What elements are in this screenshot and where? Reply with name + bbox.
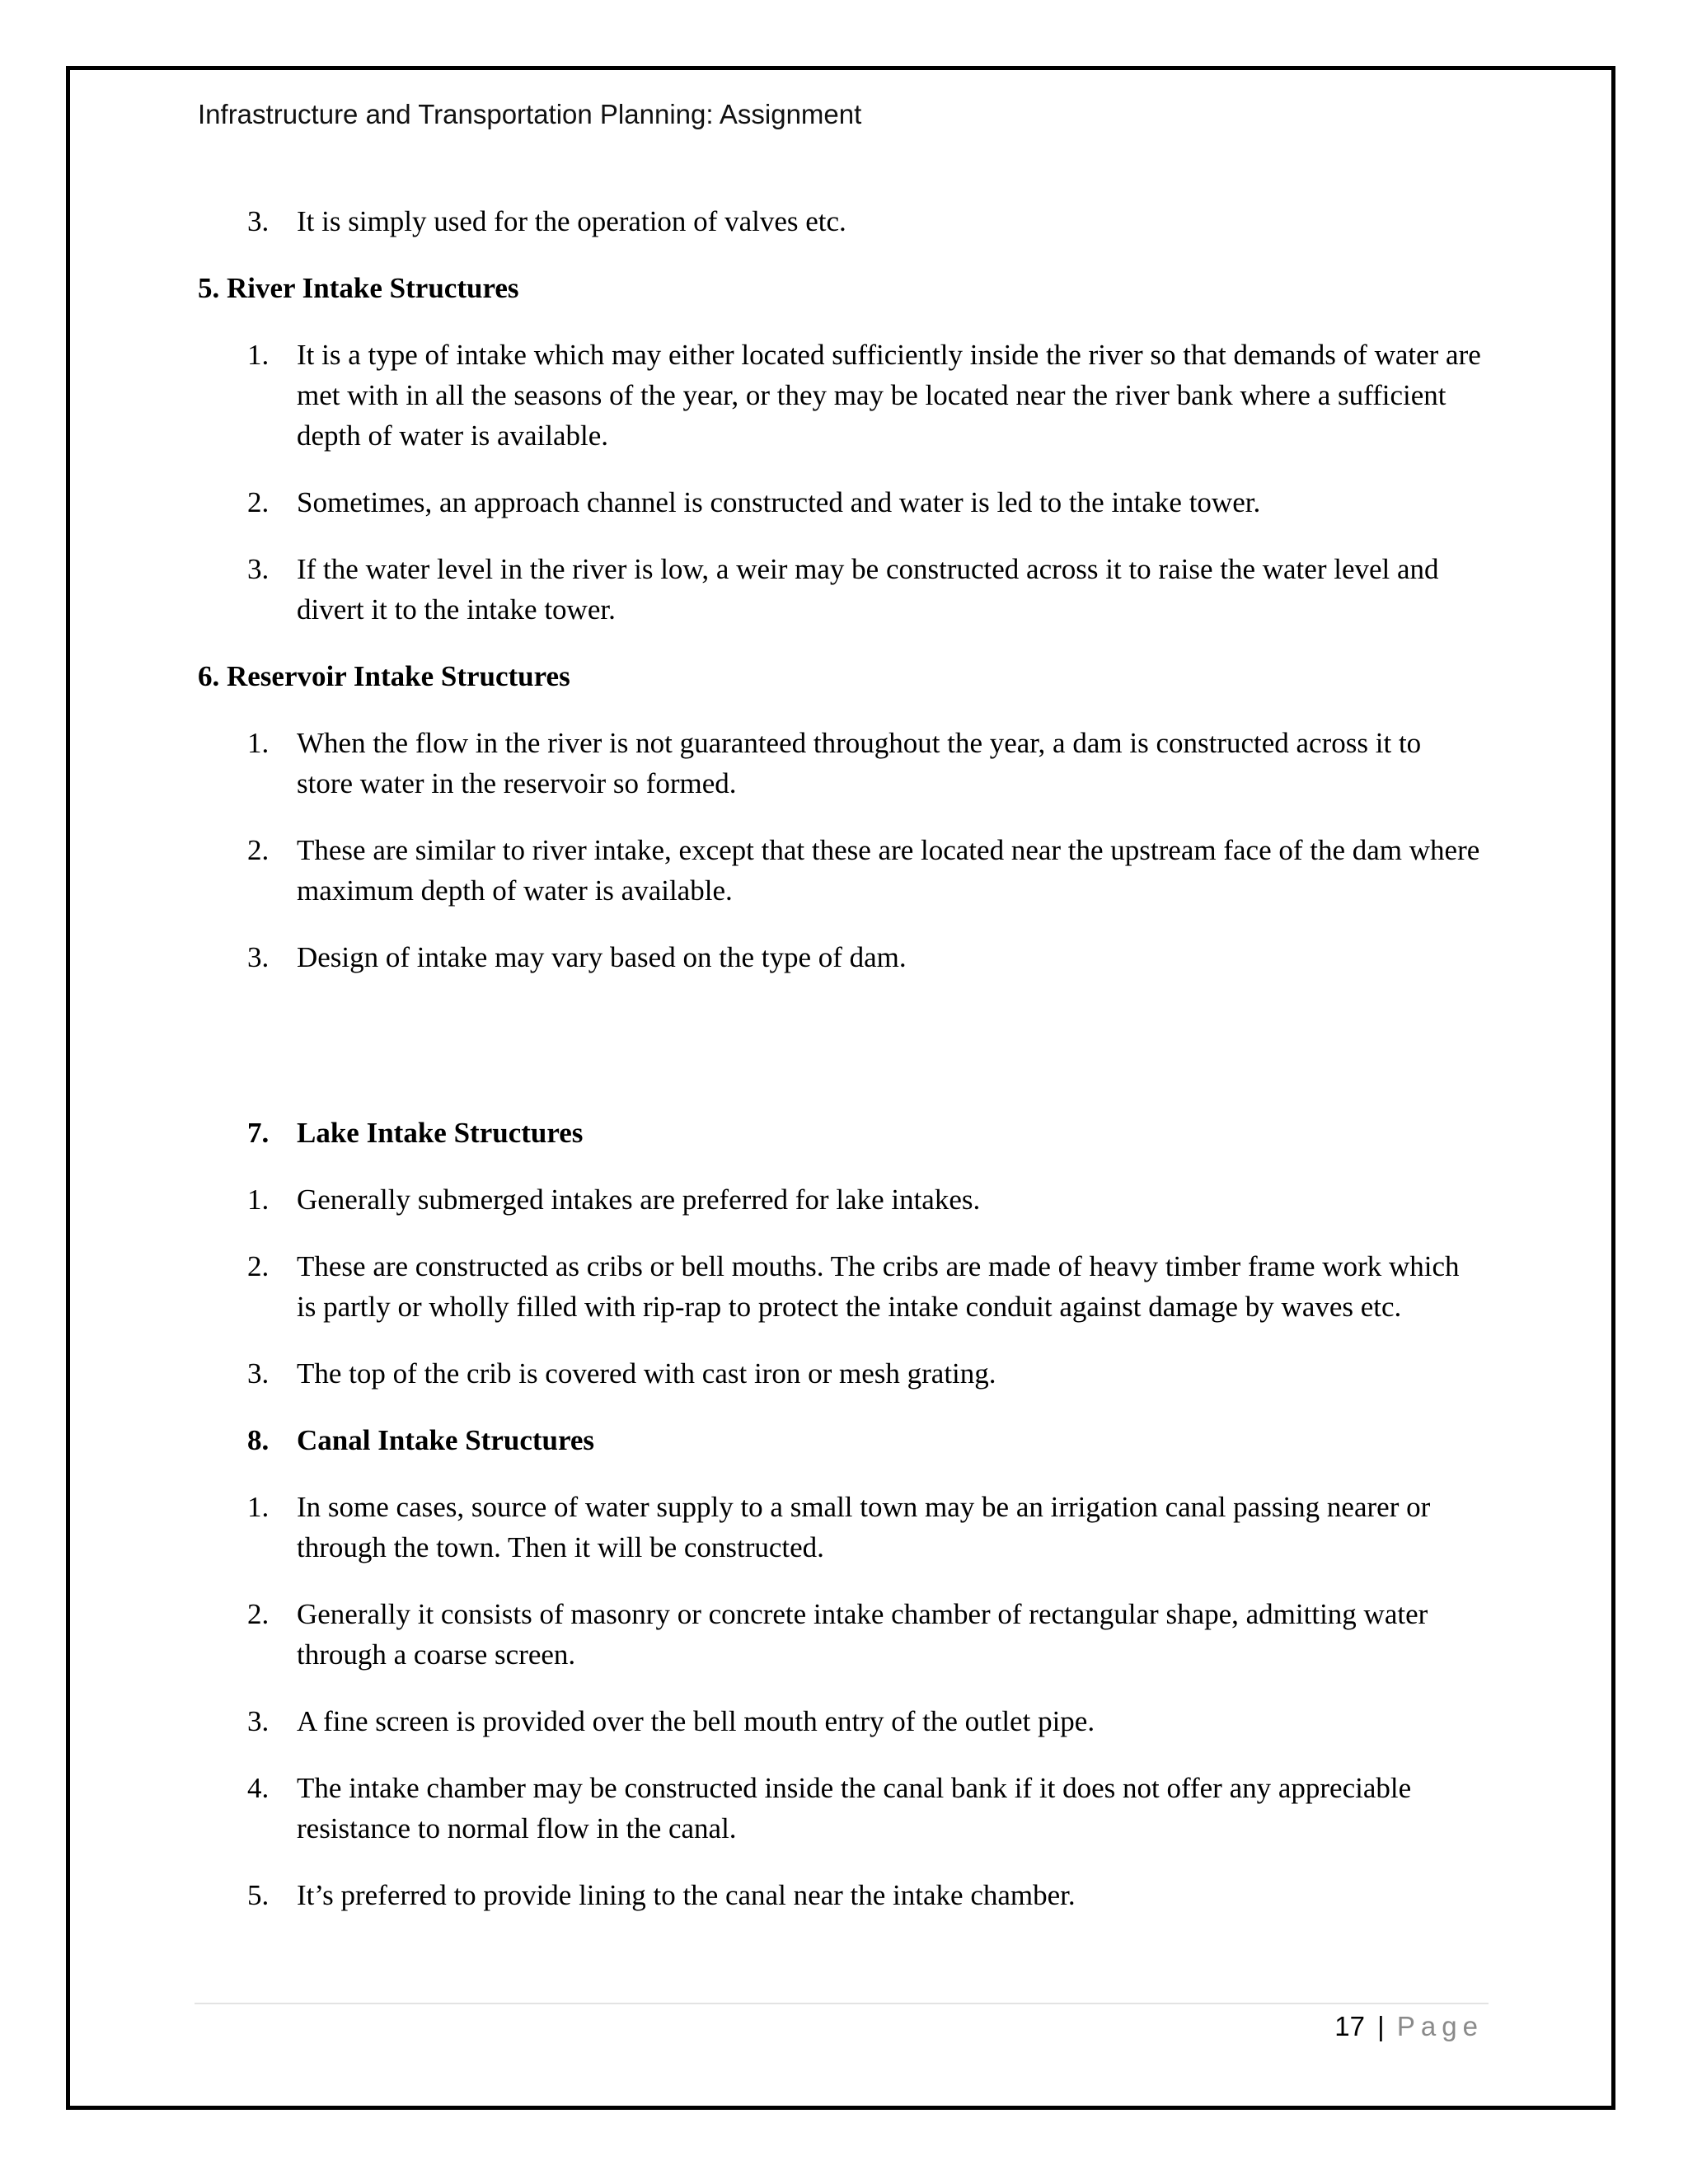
list-item (198, 723, 1484, 804)
list-item-text: The top of the crib is covered with cast iron or mesh grating. (297, 1357, 996, 1390)
list-item-text: Sometimes, an approach channel is constructed and water is led to the intake tower. (297, 486, 1261, 518)
list-item (198, 937, 1484, 977)
footer-divider (195, 2003, 1489, 2004)
list-item-text: Design of intake may vary based on the type of dam. (297, 941, 907, 973)
list-item (198, 1875, 1484, 1915)
footer-separator: | (1377, 2011, 1385, 2041)
list-item (198, 1353, 1484, 1394)
list-item-number: 3. (247, 941, 270, 973)
list-item (198, 201, 1484, 241)
page-number: 17 (1334, 2011, 1365, 2041)
list-item-text: Generally it consists of masonry or concrete intake chamber of rectangular shape, admitting water through a coarse screen. (297, 1598, 1428, 1671)
list-item-number: 4. (247, 1772, 270, 1804)
list-item-number: 3. (247, 1357, 270, 1390)
list-item-text: It is simply used for the operation of valves etc. (297, 205, 846, 237)
running-header: Infrastructure and Transportation Planning: Assignment (198, 99, 862, 129)
section-heading (198, 1113, 1484, 1153)
section-heading (198, 1420, 1484, 1460)
list-item-number: 2. (247, 1598, 270, 1630)
list-item (198, 1768, 1484, 1849)
section-heading: 5. River Intake Structures (198, 272, 519, 304)
list-item-number: 1. (247, 727, 270, 759)
list-item-number: 3. (247, 205, 270, 237)
list-item-number: 1. (247, 1183, 270, 1216)
list-item-number: 2. (247, 834, 270, 866)
list-item-text: When the flow in the river is not guaranteed throughout the year, a dam is constructed across it to store water in the reservoir so formed. (297, 727, 1422, 799)
section-heading: 6. Reservoir Intake Structures (198, 660, 570, 692)
list-item (198, 482, 1484, 523)
list-item-text: In some cases, source of water supply to a small town may be an irrigation canal passing nearer or through the town. Then it will be constructed. (297, 1491, 1431, 1563)
list-item-number: 3. (247, 1705, 270, 1737)
section-heading-number: 7. (247, 1117, 270, 1149)
list-item (198, 335, 1484, 456)
list-item (198, 549, 1484, 630)
list-item (198, 1701, 1484, 1741)
list-item-text: It is a type of intake which may either located sufficiently inside the river so that demands of water are met with in all the seasons of the year, or they may be located near the river bank where a sufficient depth of water is available. (297, 339, 1481, 452)
page-footer (1334, 2011, 1484, 2042)
section-heading-text: Lake Intake Structures (297, 1117, 584, 1149)
list-item (198, 1594, 1484, 1675)
list-item (198, 1246, 1484, 1327)
list-item-number: 5. (247, 1879, 270, 1911)
list-item-number: 1. (247, 339, 270, 371)
list-item-text: These are similar to river intake, except that these are located near the upstream face of the dam where maximum depth of water is available. (297, 834, 1480, 907)
list-item (198, 1179, 1484, 1220)
list-item-number: 2. (247, 486, 270, 518)
list-item-text: The intake chamber may be constructed inside the canal bank if it does not offer any appreciable resistance to normal flow in the canal. (297, 1772, 1412, 1844)
list-item-number: 3. (247, 553, 270, 585)
list-item (198, 830, 1484, 911)
section-heading-number: 8. (247, 1424, 270, 1456)
list-item-text: If the water level in the river is low, a weir may be constructed across it to raise the water level and divert it to the intake tower. (297, 553, 1439, 626)
list-item (198, 1487, 1484, 1568)
page-label: Page (1396, 2011, 1484, 2041)
list-item-text: Generally submerged intakes are preferred for lake intakes. (297, 1183, 981, 1216)
list-item-text: It’s preferred to provide lining to the canal near the intake chamber. (297, 1879, 1076, 1911)
section-heading-text: Canal Intake Structures (297, 1424, 595, 1456)
list-item-number: 1. (247, 1491, 270, 1523)
list-item-number: 2. (247, 1250, 270, 1282)
list-item-text: A fine screen is provided over the bell mouth entry of the outlet pipe. (297, 1705, 1095, 1737)
list-item-text: These are constructed as cribs or bell mouths. The cribs are made of heavy timber frame work which is partly or wholly filled with rip-rap to protect the intake conduit against damage by waves etc. (297, 1250, 1460, 1323)
document-body (198, 201, 1484, 1942)
